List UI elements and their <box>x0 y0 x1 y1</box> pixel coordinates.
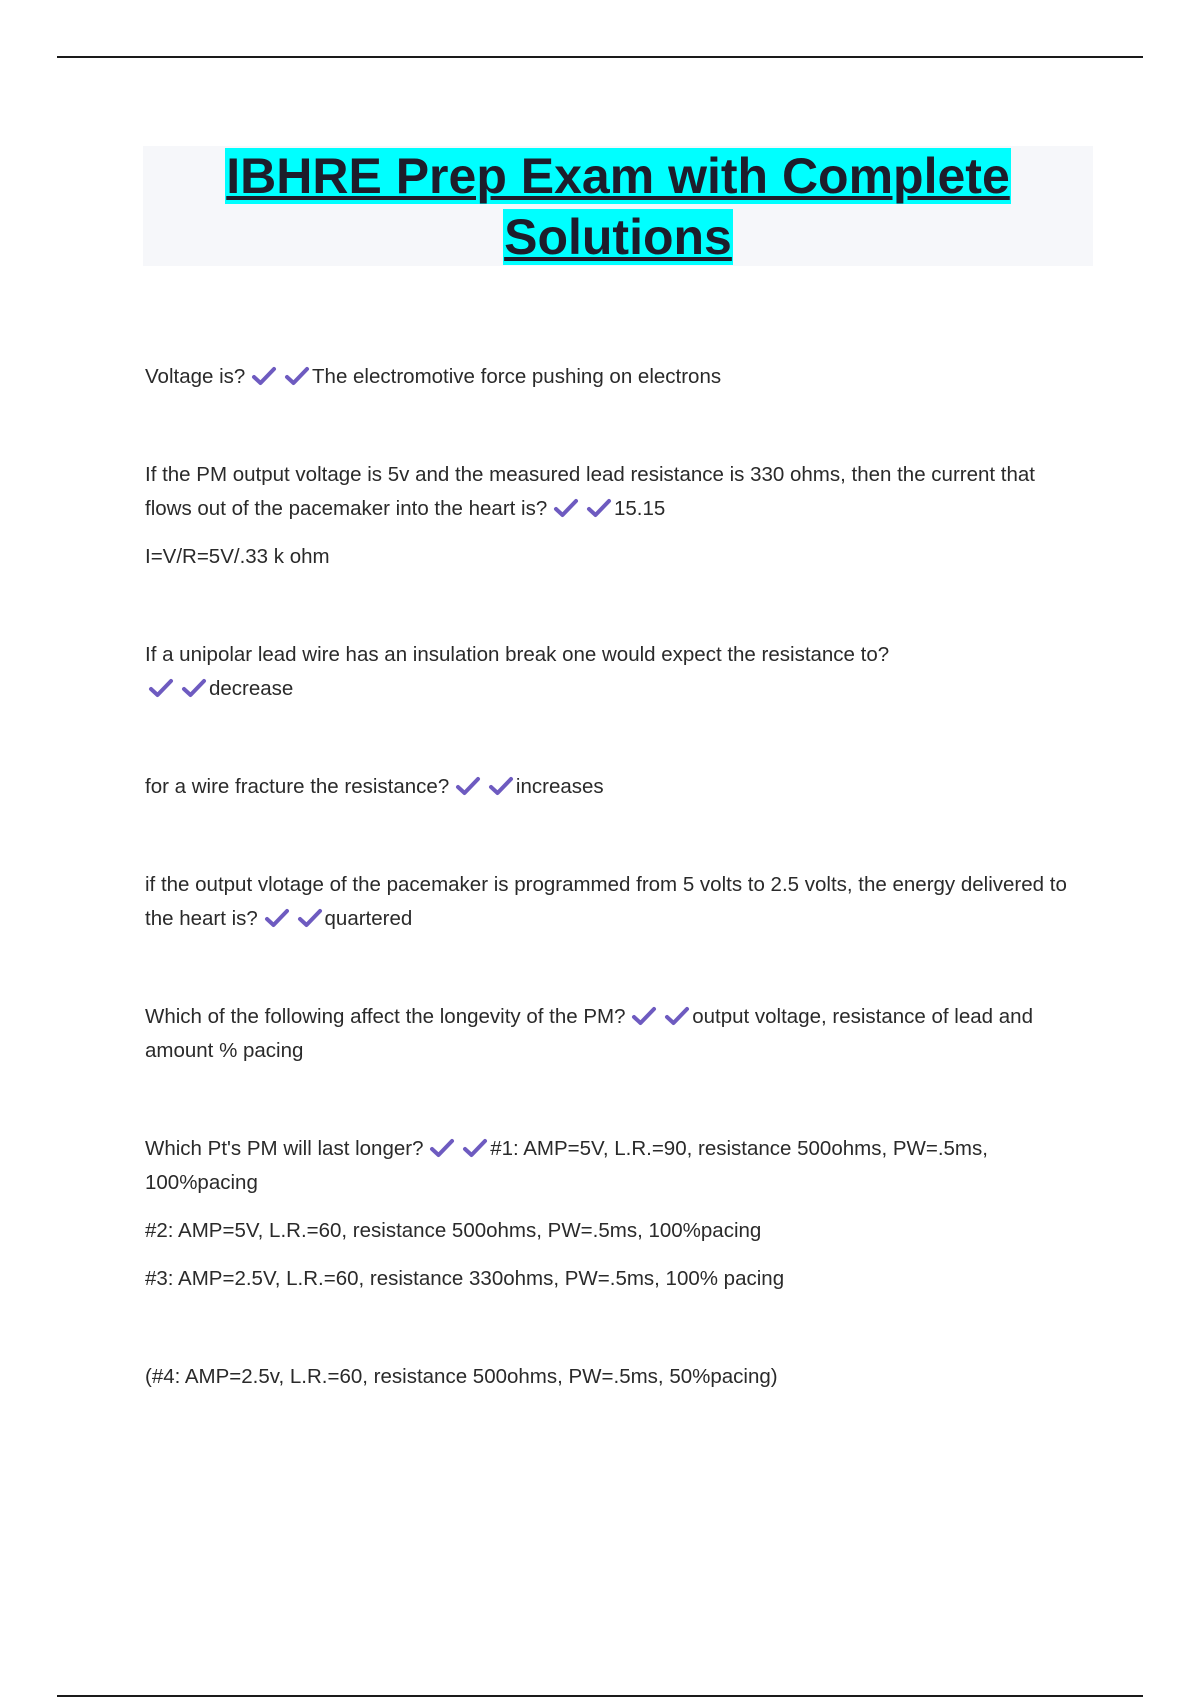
qa-item <box>145 638 1085 706</box>
answer-detail: (#4: AMP=2.5v, L.R.=60, resistance 500ohms, PW=.5ms, 50%pacing) <box>145 1365 778 1388</box>
qa-item <box>145 458 1085 526</box>
checkmark-icon <box>251 365 277 387</box>
answer-text: #1: AMP=5V, L.R.=90, resistance 500ohms, PW=.5ms, 100%pacing <box>145 1137 988 1194</box>
answer-text: quartered <box>324 907 413 930</box>
question-text: Voltage is? <box>145 365 246 388</box>
checkmark-icon <box>148 677 174 699</box>
qa-item <box>145 1132 1085 1200</box>
question-text: for a wire fracture the resistance? <box>145 775 450 798</box>
checkmark-icon <box>488 775 514 797</box>
checkmark-icon <box>181 677 207 699</box>
answer-text: increases <box>515 775 604 798</box>
checkmark-icon <box>664 1005 690 1027</box>
qa-item <box>145 868 1085 936</box>
checkmark-icon <box>455 775 481 797</box>
checkmark-icon <box>462 1137 488 1159</box>
bottom-rule <box>57 1695 1143 1697</box>
checkmark-icon <box>284 365 310 387</box>
question-text: Which Pt's PM will last longer? <box>145 1137 424 1160</box>
qa-content <box>145 360 1085 1394</box>
answer-text: The electromotive force pushing on electrons <box>312 365 722 388</box>
answer-text: 15.15 <box>613 497 666 520</box>
checkmark-icon <box>586 497 612 519</box>
answer-text: output voltage, resistance of lead and amount % pacing <box>145 1005 1033 1062</box>
answer-detail: I=V/R=5V/.33 k ohm <box>145 545 330 568</box>
checkmark-icon <box>264 907 290 929</box>
question-text: if the output vlotage of the pacemaker is programmed from 5 volts to 2.5 volts, the energy delivered to the heart is? <box>145 873 1067 930</box>
question-text: Which of the following affect the longevity of the PM? <box>145 1005 626 1028</box>
document-title: IBHRE Prep Exam with Complete Solutions <box>226 148 1010 265</box>
title-block <box>143 146 1093 266</box>
checkmark-icon <box>297 907 323 929</box>
question-text: If the PM output voltage is 5v and the measured lead resistance is 330 ohms, then the current that flows out of the pacemaker into the heart is? <box>145 463 1035 520</box>
qa-item <box>145 1000 1085 1068</box>
answer-detail: #3: AMP=2.5V, L.R.=60, resistance 330ohms, PW=.5ms, 100% pacing <box>145 1267 785 1290</box>
top-rule <box>57 56 1143 58</box>
checkmark-icon <box>631 1005 657 1027</box>
qa-item <box>145 360 1085 394</box>
question-text: If a unipolar lead wire has an insulation break one would expect the resistance to? <box>145 643 890 666</box>
answer-detail: #2: AMP=5V, L.R.=60, resistance 500ohms, PW=.5ms, 100%pacing <box>145 1219 762 1242</box>
answer-text: decrease <box>209 677 294 700</box>
checkmark-icon <box>553 497 579 519</box>
checkmark-icon <box>429 1137 455 1159</box>
qa-item <box>145 770 1085 804</box>
